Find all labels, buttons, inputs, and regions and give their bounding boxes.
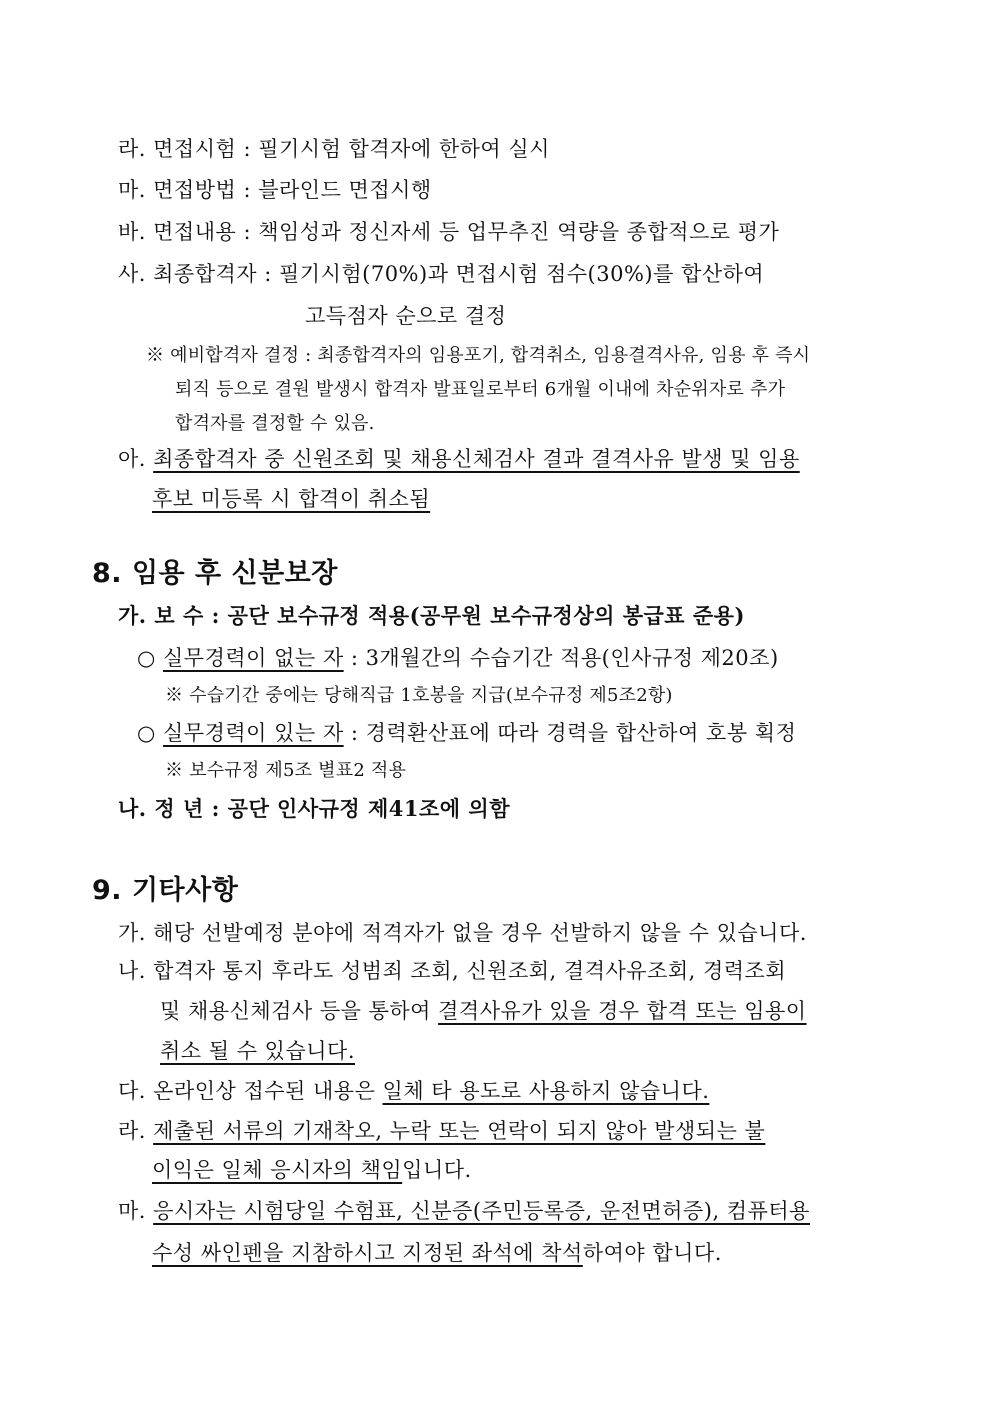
item-exam-items-cont bbox=[152, 1238, 722, 1268]
circle-label: 실무경력이 없는 자 bbox=[163, 646, 344, 670]
item-text-underlined: 후보 미등록 시 합격이 취소됨 bbox=[152, 487, 431, 511]
item-text: 하여야 합니다. bbox=[582, 1241, 722, 1265]
item-prefix: 나. bbox=[118, 959, 154, 983]
pay-rule-note: ※ 보수규정 제5조 별표2 적용 bbox=[165, 760, 407, 781]
item-text: 공단 보수규정 적용(공무원 보수규정상의 봉급표 준용) bbox=[227, 603, 745, 628]
item-text-underlined: 수성 싸인펜을 지참하시고 지정된 좌석에 착석 bbox=[152, 1241, 583, 1265]
item-text: 면접시험 : 필기시험 합격자에 한하여 실시 bbox=[153, 137, 550, 161]
item-retirement bbox=[118, 794, 510, 824]
section-9-heading: 9. 기타사항 bbox=[92, 875, 239, 906]
item-sa-final bbox=[118, 259, 764, 289]
reserve-note-line1: ※ 예비합격자 결정 : 최종합격자의 임용포기, 합격취소, 임용결격사유, 임용 후 즉시 bbox=[146, 345, 811, 366]
item-background-check-cont2 bbox=[160, 1036, 355, 1066]
item-a-cancel-cont bbox=[152, 484, 430, 514]
item-text: 면접방법 : 블라인드 면접시행 bbox=[153, 178, 432, 202]
item-salary bbox=[118, 601, 745, 631]
item-ra-interview bbox=[118, 134, 550, 164]
item-text: 공단 인사규정 제41조에 의함 bbox=[227, 796, 510, 821]
item-text: 해당 선발예정 분야에 적격자가 없을 경우 선발하지 않을 수 있습니다. bbox=[153, 921, 807, 945]
item-prefix: 가. bbox=[118, 921, 154, 945]
item-prefix: 라. bbox=[118, 137, 154, 161]
section-8-heading: 8. 임용 후 신분보장 bbox=[92, 558, 338, 589]
item-text-underlined: 제출된 서류의 기재착오, 누락 또는 연락이 되지 않아 발생되는 불 bbox=[153, 1119, 766, 1143]
item-prefix: 가. 보 수 : bbox=[118, 603, 228, 628]
item-text-underlined: 이익은 일체 응시자의 책임 bbox=[152, 1158, 403, 1182]
item-text: 입니다. bbox=[402, 1158, 472, 1182]
item-prefix: 라. bbox=[118, 1119, 154, 1143]
item-prefix: 나. 정 년 : bbox=[118, 796, 228, 821]
item-text: 최종합격자 : 필기시험(70%)과 면접시험 점수(30%)를 합산하여 bbox=[153, 262, 765, 286]
item-document-errors bbox=[118, 1116, 765, 1146]
circle-item-with-experience bbox=[137, 718, 796, 748]
item-a-cancel bbox=[118, 444, 800, 474]
item-prefix: 아. bbox=[118, 447, 154, 471]
item-prefix: 바. bbox=[118, 220, 154, 244]
item-no-qualified bbox=[118, 918, 807, 948]
item-text-underlined: 결격사유가 있을 경우 합격 또는 임용이 bbox=[438, 999, 807, 1023]
circle-text: : 3개월간의 수습기간 적용(인사규정 제20조) bbox=[343, 646, 779, 670]
item-prefix: 다. bbox=[118, 1079, 154, 1103]
circle-label: 실무경력이 있는 자 bbox=[163, 721, 344, 745]
item-text-underlined: 응시자는 시험당일 수험표, 신분증(주민등록증, 운전면허증), 컴퓨터용 bbox=[153, 1199, 810, 1223]
item-text-underlined: 취소 될 수 있습니다. bbox=[160, 1039, 355, 1063]
circle-bullet: ○ bbox=[137, 721, 163, 745]
item-sa-final-cont: 고득점자 순으로 결정 bbox=[305, 304, 507, 328]
circle-text: : 경력환산표에 따라 경력을 합산하여 호봉 획정 bbox=[343, 721, 797, 745]
item-text: 면접내용 : 책임성과 정신자세 등 업무추진 역량을 종합적으로 평가 bbox=[153, 220, 780, 244]
item-online-data bbox=[118, 1076, 709, 1106]
item-text-underlined: 최종합격자 중 신원조회 및 채용신체검사 결과 결격사유 발생 및 임용 bbox=[153, 447, 800, 471]
item-text-underlined: 일체 타 용도로 사용하지 않습니다. bbox=[382, 1079, 710, 1103]
item-exam-items bbox=[118, 1196, 810, 1226]
reserve-note-line3: 합격자를 결정할 수 있음. bbox=[175, 413, 375, 434]
item-text: 온라인상 접수된 내용은 bbox=[153, 1079, 383, 1103]
item-ma-method bbox=[118, 175, 432, 205]
probation-note: ※ 수습기간 중에는 당해직급 1호봉을 지급(보수규정 제5조2항) bbox=[165, 685, 673, 706]
item-prefix: 마. bbox=[118, 178, 154, 202]
item-background-check-cont bbox=[160, 996, 807, 1026]
item-prefix: 마. bbox=[118, 1199, 154, 1223]
circle-item-no-experience bbox=[137, 643, 779, 673]
item-background-check bbox=[118, 956, 786, 986]
item-ba-content bbox=[118, 217, 779, 247]
item-text: 및 채용신체검사 등을 통하여 bbox=[160, 999, 439, 1023]
circle-bullet: ○ bbox=[137, 646, 163, 670]
item-prefix: 사. bbox=[118, 262, 154, 286]
item-document-errors-cont bbox=[152, 1155, 472, 1185]
item-text: 합격자 통지 후라도 성범죄 조회, 신원조회, 결격사유조회, 경력조회 bbox=[153, 959, 787, 983]
reserve-note-line2: 퇴직 등으로 결원 발생시 합격자 발표일로부터 6개월 이내에 차순위자로 추가 bbox=[175, 379, 786, 400]
